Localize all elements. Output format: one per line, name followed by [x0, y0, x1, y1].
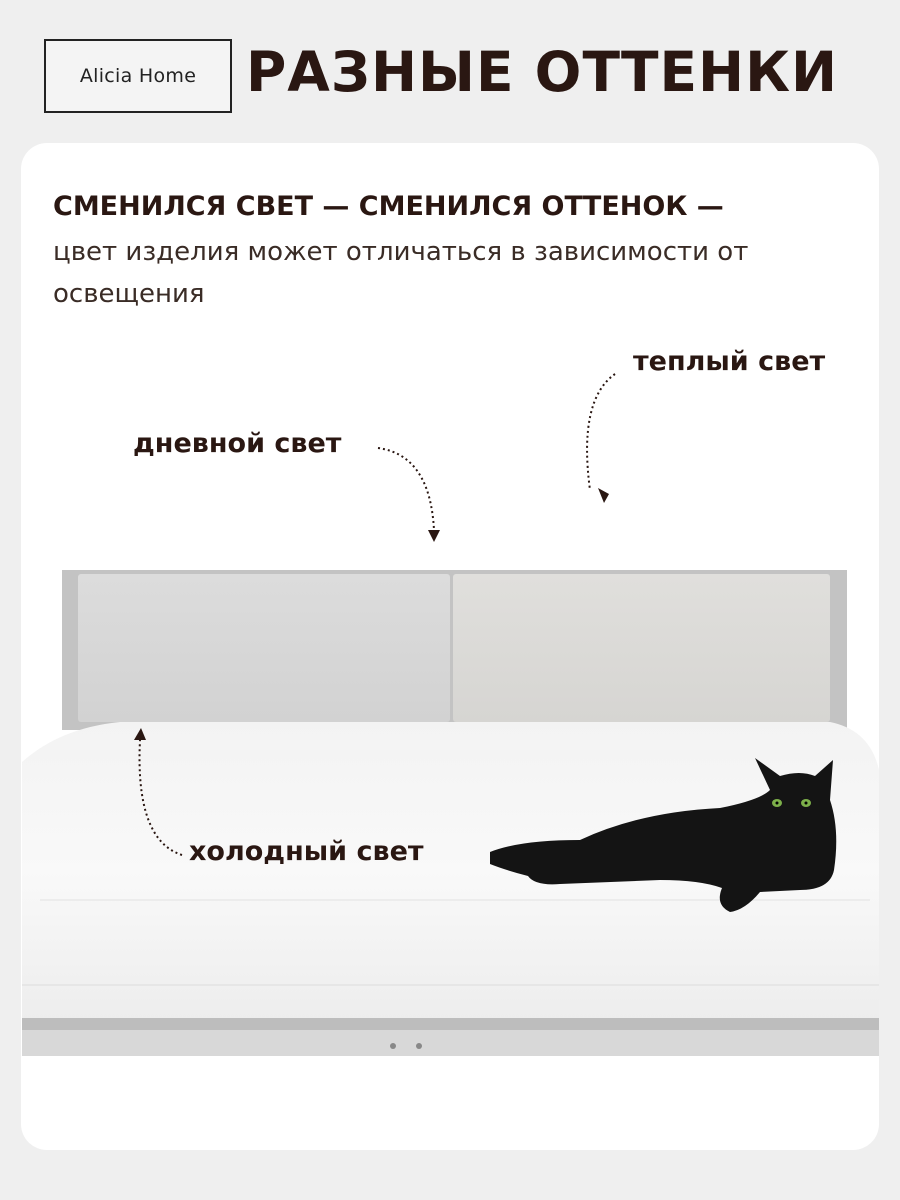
- headboard-pad-right: [453, 574, 830, 722]
- description: цвет изделия может отличаться в зависимости от освещения: [53, 237, 749, 309]
- label-cold-light: холодный свет: [189, 836, 424, 867]
- brand-name: Alicia Home: [79, 65, 197, 87]
- label-warm-light: теплый свет: [633, 346, 826, 377]
- page-title: РАЗНЫЕ ОТТЕНКИ: [246, 40, 839, 104]
- label-daylight: дневной свет: [133, 428, 342, 459]
- bed-rail: [22, 1018, 879, 1030]
- headline: СМЕНИЛСЯ СВЕТ — СМЕНИЛСЯ ОТТЕНОК —: [53, 191, 724, 222]
- headboard-pad-left: [78, 574, 450, 722]
